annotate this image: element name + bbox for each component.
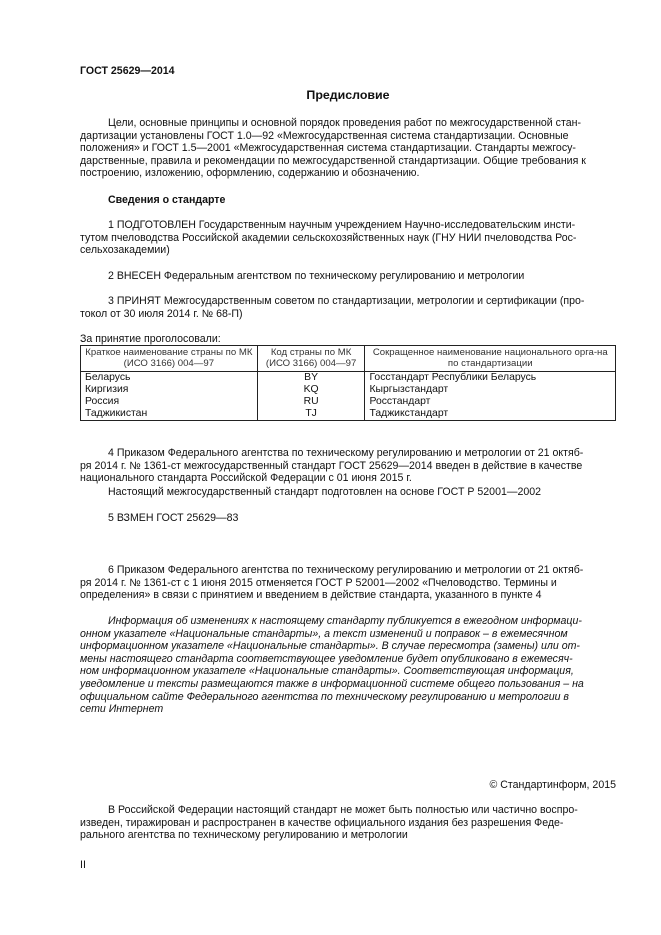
intro-paragraph xyxy=(80,117,616,180)
table-row xyxy=(81,371,616,384)
country-cell: Киргизия xyxy=(81,384,258,396)
notice-line: информационном указателе «Национальные стандарты». В случае пересмотра (замены) или от- xyxy=(80,640,580,653)
vote-caption: За принятие проголосовали: xyxy=(80,333,221,345)
item-3-line: 3 ПРИНЯТ Межгосударственным советом по стандартизации, метрологии и сертификации (про- xyxy=(108,295,585,307)
table-row xyxy=(81,384,616,396)
info-heading: Сведения о стандарте xyxy=(108,194,226,206)
document-page xyxy=(80,0,616,935)
item-1 xyxy=(80,219,616,257)
table-row xyxy=(81,396,616,408)
item-1-line: сельхозакадемии) xyxy=(80,244,170,257)
column-header-country: Краткое наименование страны по МК (ИСО 3166) 004—97 xyxy=(81,346,258,372)
column-header-body: Сокращенное наименование национального орга-на по стандартизации xyxy=(365,346,616,372)
body-cell: Госстандарт Республики Беларусь xyxy=(365,371,616,384)
rights-line: изведен, тиражирован и распространен в качестве официального издания без разрешения Феде- xyxy=(80,816,564,829)
intro-line: дартизации установлены ГОСТ 1.0—92 «Межгосударственная система стандартизации. Основные xyxy=(80,129,569,142)
notice-line: сети Интернет xyxy=(80,703,164,716)
table-header-row xyxy=(81,346,616,372)
item-6-line: определения» в связи с принятием и введением в действие стандарта, указанного в пункте 4 xyxy=(80,589,542,602)
item-3-line: токол от 30 июля 2014 г. № 68-П) xyxy=(80,307,243,320)
intro-line: Цели, основные принципы и основной порядок проведения работ по межгосударственной стан- xyxy=(108,117,581,129)
notice-line: ном информационном указателе «Национальные стандарты». Соответствующая информация, xyxy=(80,665,574,678)
page-title: Предисловие xyxy=(306,88,390,102)
item-6-line: ря 2014 г. № 1361-ст с 1 июня 2015 отменяется ГОСТ Р 52001—2002 «Пчеловодство. Термины и xyxy=(80,576,557,589)
notice-line: онном указателе «Национальные стандарты», а текст изменений и поправок – в ежемесячном xyxy=(80,627,568,640)
notice-line: уведомление и тексты размещаются также в информационной системе общего пользования – на xyxy=(80,677,584,690)
body-cell: Росстандарт xyxy=(365,396,616,408)
item-4-line: ря 2014 г. № 1361-ст межгосударственный стандарт ГОСТ 25629—2014 введен в действие в качестве xyxy=(80,459,583,472)
item-4-line: 4 Приказом Федерального агентства по техническому регулированию и метрологии от 21 октяб- xyxy=(108,447,584,459)
body-cell: Таджикстандарт xyxy=(365,408,616,421)
country-cell: Таджикистан xyxy=(81,408,258,421)
country-cell: Россия xyxy=(81,396,258,408)
page-number: II xyxy=(80,859,86,871)
item-3 xyxy=(80,295,616,320)
rights-line: рального агентства по техническому регулированию и метрологии xyxy=(80,829,408,842)
item-6-line: 6 Приказом Федерального агентства по техническому регулированию и метрологии от 21 октяб- xyxy=(108,564,584,576)
item-4-line: национального стандарта Российской Федерации с 01 июня 2015 г. xyxy=(80,472,412,485)
item-1-line: 1 ПОДГОТОВЛЕН Государственным научным учреждением Научно-исследовательским инсти- xyxy=(108,219,576,231)
intro-line: положения» и ГОСТ 1.5—2001 «Межгосударственная система стандартизации. Стандарты межгосу- xyxy=(80,142,576,155)
rights-paragraph xyxy=(80,804,616,842)
column-header-code: Код страны по МК (ИСО 3166) 004—97 xyxy=(257,346,365,372)
member-states-table xyxy=(80,345,616,421)
code-cell: KQ xyxy=(257,384,365,396)
changes-notice xyxy=(80,615,616,716)
standard-code: ГОСТ 25629—2014 xyxy=(80,65,175,77)
item-1-line: тутом пчеловодства Российской академии сельскохозяйственных наук (ГНУ НИИ пчеловодства Рос- xyxy=(80,231,577,244)
item-2: 2 ВНЕСЕН Федеральным агентством по техническому регулированию и метрологии xyxy=(108,270,525,282)
country-cell: Беларусь xyxy=(81,371,258,384)
item-4 xyxy=(80,447,616,485)
intro-line: дарственные, правила и рекомендации по межгосударственной стандартизации. Общие требования к xyxy=(80,154,586,167)
code-cell: TJ xyxy=(257,408,365,421)
item-4-note: Настоящий межгосударственный стандарт подготовлен на основе ГОСТ Р 52001—2002 xyxy=(108,486,542,498)
code-cell: BY xyxy=(257,371,365,384)
table-row xyxy=(81,408,616,421)
item-6 xyxy=(80,564,616,602)
code-cell: RU xyxy=(257,396,365,408)
copyright: © Стандартинформ, 2015 xyxy=(489,779,616,791)
notice-line: мены настоящего стандарта соответствующее уведомление будет опубликовано в ежемесяч- xyxy=(80,652,573,665)
rights-line: В Российской Федерации настоящий стандарт не может быть полностью или частично воспро- xyxy=(108,804,578,816)
item-5: 5 ВЗМЕН ГОСТ 25629—83 xyxy=(108,512,239,524)
intro-line: построению, изложению, оформлению, содержанию и обозначению. xyxy=(80,167,420,180)
notice-line: официальном сайте Федерального агентства по техническому регулированию и метрологии в xyxy=(80,690,569,703)
notice-line: Информация об изменениях к настоящему стандарту публикуется в ежегодном информаци- xyxy=(108,615,582,627)
body-cell: Кыргызстандарт xyxy=(365,384,616,396)
